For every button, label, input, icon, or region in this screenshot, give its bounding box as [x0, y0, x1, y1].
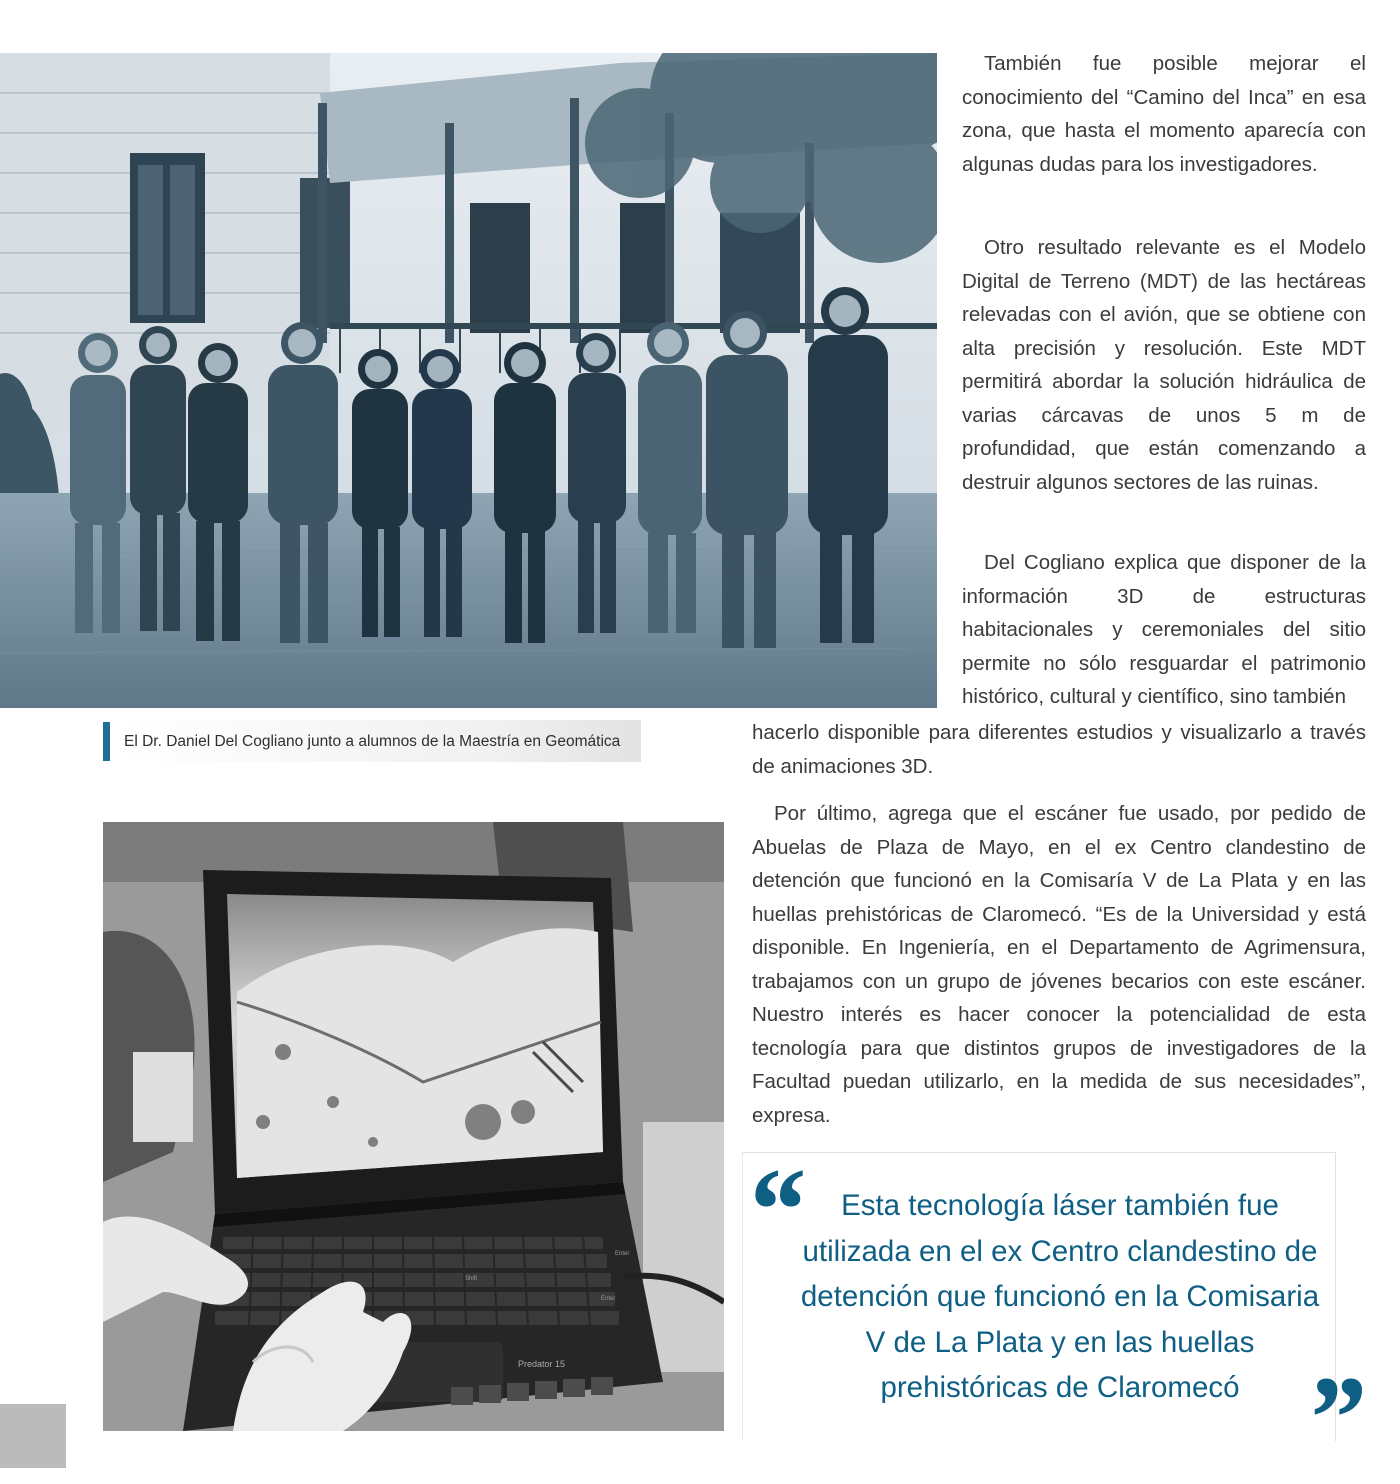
group-photo: [0, 53, 937, 708]
laptop-brand-label: Predator 15: [518, 1359, 566, 1369]
close-quote-icon: ”: [1304, 1351, 1364, 1484]
paragraph-informacion-3d: Del Cogliano explica que disponer de la información 3D de estructuras habitacionales y ceremoniales del sitio permite no sólo resguardar el patrimonio histórico, cultural y científico, sino también: [962, 551, 1366, 708]
pull-quote-text: Esta tecnología láser también fue utilizada en el ex Centro clandestino de detención que funcionó en la Comisaria V de La Plata y en las huellas prehistóricas de Claromecó: [800, 1189, 1320, 1404]
laptop-photo: [103, 822, 724, 1431]
paragraph-informacion-3d-continued: hacerlo disponible para diferentes estudios y visualizarlo a través de animaciones 3D.: [752, 721, 1366, 778]
enter-key-label: Enter: [615, 1251, 630, 1257]
shift-key-label: Shift: [465, 1276, 478, 1282]
enter-key-label-2: Enter: [601, 1296, 616, 1302]
photo-caption: El Dr. Daniel Del Cogliano junto a alumnos de la Maestría en Geomática: [124, 733, 621, 750]
paragraph-camino-del-inca: También fue posible mejorar el conocimiento del “Camino del Inca” en esa zona, que hasta el momento aparecía con algunas dudas para los investigadores.: [962, 52, 1366, 176]
caption-accent-bar: [103, 722, 110, 761]
open-quote-icon: “: [744, 1143, 804, 1276]
page-corner-tab: [0, 1404, 66, 1468]
paragraph-escaner-uso: Por último, agrega que el escáner fue usado, por pedido de Abuelas de Plaza de Mayo, en el ex Centro clandestino de detención que funcionó en la Comisaría V de La Plata y en las huellas prehistóricas de Claromecó. “Es de la Universidad y está disponible. En Ingeniería, en el Departamento de Agrimensura, trabajamos con un grupo de jóvenes becarios con este escáner. Nuestro interés es hacer conocer la potencialidad de esta tecnología para que distintos grupos de investigadores de la Facultad puedan utilizarlo, en la medida de sus necesidades”, expresa.: [752, 802, 1366, 1127]
paragraph-modelo-digital: Otro resultado relevante es el Modelo Digital de Terreno (MDT) de las hectáreas relevadas con el avión, que se obtiene con alta precisión y resolución. Este MDT permitirá abordar la solución hidráulica de varias cárcavas de unos 5 m de profundidad, que están comenzando a destruir algunos sectores de las ruinas.: [962, 236, 1366, 494]
